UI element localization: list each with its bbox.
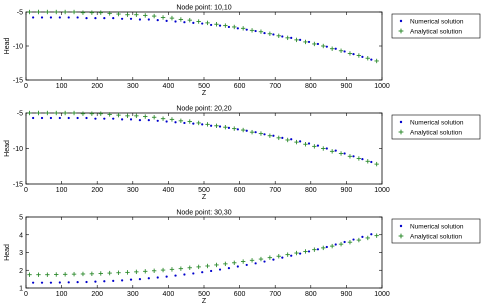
- data-point-numerical: [335, 243, 337, 245]
- x-tick-label: 600: [233, 291, 246, 298]
- legend-marker-numerical: [400, 225, 402, 227]
- data-point-numerical: [68, 281, 70, 283]
- data-point-numerical: [130, 118, 132, 120]
- x-tick-label: 300: [126, 187, 139, 194]
- x-tick-label: 500: [198, 187, 210, 194]
- chart-panel-2: [4, 106, 480, 202]
- y-tick-label: -15: [12, 77, 23, 85]
- x-tick-label: 900: [340, 291, 353, 298]
- data-point-numerical: [41, 282, 43, 284]
- data-point-numerical: [139, 18, 141, 20]
- data-point-numerical: [139, 278, 141, 280]
- x-tick-label: 1000: [374, 187, 390, 194]
- chart-panel-1: [4, 5, 480, 98]
- data-point-numerical: [112, 280, 114, 282]
- data-point-numerical: [59, 117, 61, 119]
- data-point-numerical: [317, 145, 319, 147]
- data-point-numerical: [344, 241, 346, 243]
- data-point-numerical: [183, 273, 185, 275]
- data-point-numerical: [50, 282, 52, 284]
- data-point-numerical: [352, 53, 354, 55]
- data-point-numerical: [59, 16, 61, 18]
- x-tick-label: 200: [91, 83, 104, 90]
- data-point-numerical: [246, 29, 248, 31]
- y-axis-label: Head: [4, 244, 11, 261]
- x-tick-label: 700: [269, 83, 282, 90]
- data-point-numerical: [281, 137, 283, 139]
- x-axis-label: Z: [201, 194, 207, 201]
- data-point-numerical: [228, 267, 230, 269]
- x-tick-label: 900: [340, 187, 353, 194]
- data-point-numerical: [219, 268, 221, 270]
- data-point-numerical: [85, 281, 87, 283]
- data-point-numerical: [121, 118, 123, 120]
- data-point-numerical: [237, 128, 239, 130]
- chart-title: Node point: 10,10: [176, 4, 232, 12]
- data-point-numerical: [112, 118, 114, 120]
- data-point-numerical: [201, 123, 203, 125]
- data-point-numerical: [94, 17, 96, 19]
- data-point-numerical: [77, 281, 79, 283]
- data-point-numerical: [263, 260, 265, 262]
- x-tick-label: 1000: [374, 83, 390, 90]
- x-tick-label: 100: [55, 291, 68, 298]
- data-point-numerical: [121, 18, 123, 20]
- data-point-numerical: [174, 20, 176, 22]
- data-point-numerical: [237, 27, 239, 29]
- data-point-numerical: [370, 59, 372, 61]
- data-point-numerical: [370, 233, 372, 235]
- data-point-numerical: [50, 117, 52, 119]
- data-point-numerical: [121, 279, 123, 281]
- chart-title: Node point: 20,20: [176, 105, 232, 113]
- data-point-numerical: [77, 117, 79, 119]
- y-tick-label: 5: [19, 214, 23, 222]
- data-point-numerical: [130, 18, 132, 20]
- x-tick-label: 300: [126, 83, 139, 90]
- x-tick-label: 200: [91, 187, 104, 194]
- data-point-numerical: [50, 16, 52, 18]
- data-point-numerical: [85, 17, 87, 19]
- legend-label: Analytical solution: [410, 28, 463, 36]
- data-point-numerical: [166, 20, 168, 22]
- x-tick-label: 0: [24, 291, 28, 298]
- data-point-numerical: [246, 264, 248, 266]
- data-point-numerical: [246, 130, 248, 132]
- data-point-numerical: [281, 257, 283, 259]
- data-point-numerical: [41, 117, 43, 119]
- data-point-numerical: [299, 252, 301, 254]
- data-point-numerical: [344, 152, 346, 154]
- data-point-numerical: [228, 127, 230, 129]
- data-point-numerical: [32, 16, 34, 18]
- data-point-numerical: [344, 50, 346, 52]
- data-point-numerical: [361, 158, 363, 160]
- y-tick-label: -5: [16, 9, 23, 17]
- x-tick-label: 0: [24, 187, 28, 194]
- data-point-numerical: [112, 17, 114, 19]
- data-point-numerical: [139, 119, 141, 121]
- data-point-numerical: [94, 281, 96, 283]
- x-tick-label: 500: [198, 83, 210, 90]
- data-point-numerical: [183, 122, 185, 124]
- legend-marker-numerical: [400, 20, 402, 22]
- data-point-numerical: [103, 118, 105, 120]
- plot-area: [26, 113, 382, 184]
- data-point-numerical: [32, 282, 34, 284]
- data-point-numerical: [210, 270, 212, 272]
- data-point-numerical: [272, 33, 274, 35]
- data-point-numerical: [32, 117, 34, 119]
- data-point-numerical: [255, 262, 257, 264]
- data-point-numerical: [85, 117, 87, 119]
- y-tick-label: 2: [19, 267, 23, 275]
- data-point-numerical: [219, 125, 221, 127]
- data-point-numerical: [192, 272, 194, 274]
- data-point-numerical: [370, 161, 372, 163]
- data-point-numerical: [290, 138, 292, 140]
- x-axis-label: Z: [201, 90, 207, 97]
- data-point-numerical: [228, 26, 230, 28]
- plot-area: [26, 12, 382, 80]
- data-point-numerical: [299, 140, 301, 142]
- x-tick-label: 0: [24, 83, 28, 90]
- data-point-numerical: [308, 250, 310, 252]
- data-point-numerical: [68, 117, 70, 119]
- data-point-numerical: [361, 56, 363, 58]
- x-axis-label: Z: [201, 298, 207, 305]
- data-point-numerical: [210, 24, 212, 26]
- legend-label: Analytical solution: [410, 233, 463, 241]
- data-point-numerical: [157, 19, 159, 21]
- data-point-numerical: [219, 25, 221, 27]
- data-point-numerical: [290, 255, 292, 257]
- data-point-numerical: [255, 30, 257, 32]
- chart-panel-3: [4, 210, 480, 306]
- data-point-numerical: [299, 39, 301, 41]
- x-tick-label: 600: [233, 83, 246, 90]
- data-point-numerical: [192, 22, 194, 24]
- x-tick-label: 800: [304, 83, 317, 90]
- y-tick-label: -15: [12, 181, 23, 189]
- data-point-numerical: [263, 133, 265, 135]
- x-tick-label: 300: [126, 291, 139, 298]
- y-tick-label: 4: [19, 232, 23, 240]
- x-tick-label: 100: [55, 83, 68, 90]
- data-point-numerical: [166, 276, 168, 278]
- data-point-numerical: [308, 142, 310, 144]
- data-point-numerical: [255, 131, 257, 133]
- data-point-numerical: [210, 125, 212, 127]
- data-point-numerical: [335, 150, 337, 152]
- data-point-numerical: [352, 155, 354, 157]
- data-point-numerical: [290, 37, 292, 39]
- y-axis-label: Head: [4, 37, 11, 55]
- data-point-numerical: [317, 248, 319, 250]
- x-tick-label: 700: [269, 291, 282, 298]
- x-tick-label: 400: [162, 83, 175, 90]
- x-tick-label: 400: [162, 187, 175, 194]
- data-point-numerical: [335, 48, 337, 50]
- legend-label: Analytical solution: [410, 129, 463, 137]
- data-point-numerical: [201, 22, 203, 24]
- x-tick-label: 200: [91, 291, 104, 298]
- data-point-numerical: [317, 43, 319, 45]
- data-point-numerical: [157, 276, 159, 278]
- x-tick-label: 600: [233, 187, 246, 194]
- x-tick-label: 400: [162, 291, 175, 298]
- data-point-numerical: [148, 18, 150, 20]
- data-point-numerical: [263, 32, 265, 34]
- y-tick-label: -10: [12, 43, 23, 51]
- data-point-numerical: [130, 279, 132, 281]
- y-tick-label: -10: [12, 146, 23, 153]
- data-point-numerical: [68, 16, 70, 18]
- x-tick-label: 500: [198, 291, 210, 298]
- plot-area: [26, 217, 382, 288]
- legend-label: Numerical solution: [410, 18, 464, 26]
- data-point-numerical: [326, 147, 328, 149]
- data-point-numerical: [103, 280, 105, 282]
- data-point-numerical: [174, 274, 176, 276]
- y-tick-label: 1: [19, 285, 23, 293]
- legend: [392, 115, 480, 139]
- data-point-numerical: [77, 16, 79, 18]
- data-point-numerical: [352, 238, 354, 240]
- legend-label: Numerical solution: [410, 119, 464, 127]
- x-tick-label: 700: [269, 187, 282, 194]
- data-point-numerical: [166, 120, 168, 122]
- y-tick-label: -5: [16, 110, 23, 118]
- x-tick-label: 800: [304, 187, 317, 194]
- y-tick-label: 3: [19, 250, 23, 257]
- x-tick-label: 800: [304, 291, 317, 298]
- data-point-numerical: [361, 236, 363, 238]
- data-point-numerical: [103, 17, 105, 19]
- data-point-numerical: [94, 118, 96, 120]
- data-point-numerical: [59, 281, 61, 283]
- legend-label: Numerical solution: [410, 223, 464, 231]
- data-point-numerical: [174, 121, 176, 123]
- data-point-numerical: [41, 16, 43, 18]
- data-point-numerical: [157, 120, 159, 122]
- y-axis-label: Head: [4, 140, 11, 157]
- data-point-numerical: [183, 21, 185, 23]
- data-point-numerical: [201, 271, 203, 273]
- x-tick-label: 900: [340, 83, 353, 90]
- chart-title: Node point: 30,30: [176, 209, 232, 217]
- data-point-numerical: [281, 35, 283, 37]
- legend: [392, 14, 480, 38]
- x-tick-label: 1000: [374, 291, 390, 298]
- data-point-numerical: [326, 46, 328, 48]
- data-point-numerical: [148, 119, 150, 121]
- data-point-numerical: [148, 277, 150, 279]
- data-point-numerical: [308, 41, 310, 43]
- data-point-numerical: [192, 123, 194, 125]
- data-point-numerical: [272, 135, 274, 137]
- legend-marker-numerical: [400, 121, 402, 123]
- data-point-numerical: [237, 265, 239, 267]
- legend: [392, 219, 480, 243]
- data-point-numerical: [272, 259, 274, 261]
- x-tick-label: 100: [55, 187, 68, 194]
- data-point-numerical: [326, 246, 328, 248]
